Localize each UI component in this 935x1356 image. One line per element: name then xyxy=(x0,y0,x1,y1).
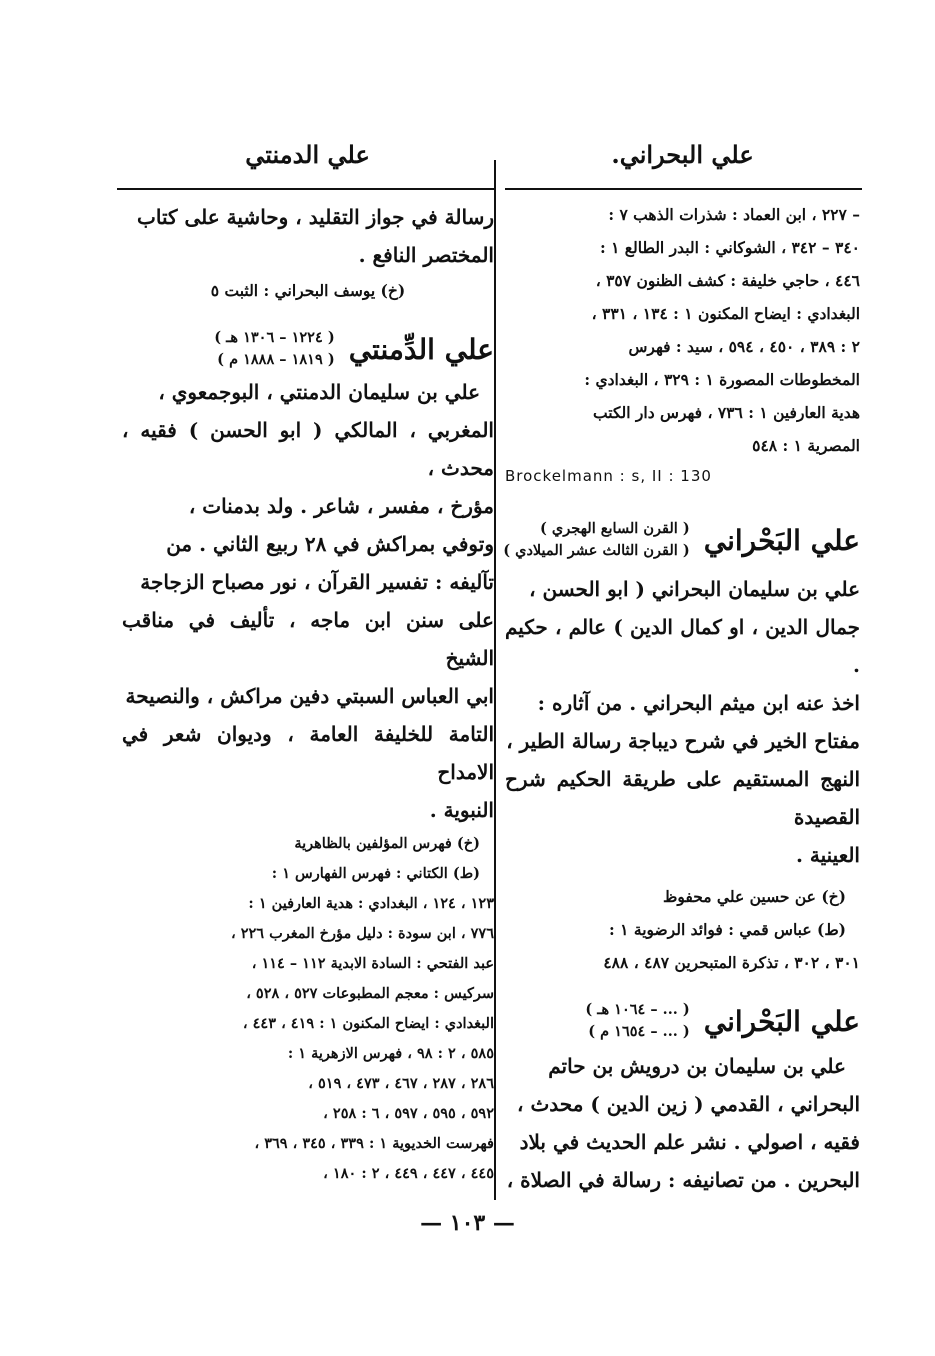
text-line: اخذ عنه ابن ميثم البحراني . من آثاره : xyxy=(537,691,860,715)
text-line: البغدادي : ايضاح المكنون ١ : ٤١٩ ، ٤٤٣ ، xyxy=(242,1015,494,1032)
entry-body xyxy=(505,1047,860,1199)
text-line: (خ) يوسف البحراني : الثبت ٥ xyxy=(210,281,406,300)
text-line: البغدادي : ايضاح المكنون ١ : ١٣٤ ، ٣٣١ ، xyxy=(591,304,860,323)
entry-body xyxy=(122,373,494,829)
text-line: عبد الفتحي : السادة الابدية ١١٢ – ١١٤ ، xyxy=(251,955,494,972)
dates-gregorian: ( ١٨١٩ – ١٨٨٨ م ) xyxy=(217,351,335,368)
brockelmann-ref: Brockelmann : s, II : 130 xyxy=(505,467,712,485)
text-line: العينية . xyxy=(795,843,860,867)
page-number: — ١٠٣ — xyxy=(420,1210,515,1236)
text-line: (ط) الكتاني : فهرس الفهارس ١ : xyxy=(271,865,480,882)
text-line: ١٢٣ ، ١٢٤ ، البغدادي : هدية العارفين ١ : xyxy=(248,895,494,912)
text-line: ٧٧٦ ، ابن سودة : دليل مؤرخ المغرب ٢٢٦ ، xyxy=(230,925,494,942)
text-line: على سنن ابن ماجه ، تأليف في مناقب الشيخ xyxy=(122,608,494,670)
entry-name: علي الدِّمنتي xyxy=(348,332,494,366)
text-line: المغربي ، المالكي ( ابو الحسن ) فقيه ، محدث ، xyxy=(122,418,494,480)
text-line: هدية العارفين ١ : ٧٣٦ ، فهرس دار الكتب xyxy=(593,403,860,422)
text-line: النبوية . xyxy=(429,798,494,822)
text-line: المختصر النافع . xyxy=(358,243,494,267)
dates-hijri: ( القرن السابع الهجري ) xyxy=(539,520,690,537)
text-line: البحرين . من تصانيفه : رسالة في الصلاة ، xyxy=(506,1168,860,1192)
right-continuation xyxy=(505,198,860,462)
text-line: تآليفه : تفسير القرآن ، نور مصباح الزجاجة xyxy=(140,570,494,594)
text-line: مؤرخ ، مفسر ، شاعر . ولد بدمنات ، xyxy=(188,494,494,518)
text-line: وتوفي بمراكش في ٢٨ ربيع الثاني . من xyxy=(166,532,494,556)
entry-heading xyxy=(122,327,494,371)
text-line: ٢٨٦ ، ٢٨٧ ، ٤٦٧ ، ٤٧٣ ، ٥١٩ ، xyxy=(308,1075,494,1092)
text-line: علي بن سليمان الدمنتي ، البوجمعوي ، xyxy=(158,380,480,404)
text-line: سركيس : معجم المطبوعات ٥٢٧ ، ٥٢٨ ، xyxy=(246,985,494,1002)
text-line: علي بن سليمان بن درويش بن حاتم xyxy=(548,1054,846,1078)
text-line: فهرست الخديوية ١ : ٣٣٩ ، ٣٤٥ ، ٣٦٩ ، xyxy=(254,1135,494,1152)
text-line: البحراني ، القدمي ( زين الدين ) محدث ، xyxy=(517,1092,860,1116)
entry-heading xyxy=(505,518,860,562)
dates-hijri: ( ... – ١٠٦٤ هـ ) xyxy=(585,1001,690,1018)
entry-name: علي البَحْراني xyxy=(703,523,860,557)
entry-refs xyxy=(122,829,494,1189)
left-continuation xyxy=(122,198,494,307)
entry-dates xyxy=(585,999,689,1043)
text-line: مفتاح الخير في شرح ديباجة رسالة الطير ، xyxy=(506,729,860,753)
entry-body xyxy=(505,570,860,874)
text-line: النهج المستقيم على طريقة الحكيم شرح القصيدة xyxy=(505,767,860,829)
text-line: ٣٤٠ – ٣٤٢ ، الشوكاني : البدر الطالع ١ : xyxy=(599,238,860,257)
text-line: ٣٠١ ، ٣٠٢ ، تذكرة المتبحرين ٤٨٧ ، ٤٨٨ xyxy=(603,953,860,972)
text-line: التامة للخليفة العامة ، وديوان شعر في الامداح xyxy=(122,722,494,784)
text-line: رسالة في جواز التقليد ، وحاشية على كتاب xyxy=(137,205,494,229)
text-line: ٢ : ٣٨٩ ، ٤٥٠ ، ٥٩٤ ، سيد : فهرس xyxy=(628,337,860,356)
left-column xyxy=(122,198,494,1189)
dates-gregorian: ( ... – ١٦٥٤ م ) xyxy=(588,1023,690,1040)
text-line: (خ) فهرس المؤلفين بالظاهرية xyxy=(294,835,480,852)
dates-hijri: ( ١٢٢٤ – ١٣٠٦ هـ ) xyxy=(214,329,335,346)
entry-refs xyxy=(505,880,860,979)
text-line: (خ) عن حسين علي محفوظ xyxy=(663,887,846,906)
page-header-left: علي الدمنتي xyxy=(245,140,370,169)
text-line: جمال الدين ، او كمال الدين ) عالم ، حكيم . xyxy=(505,615,860,677)
entry-dates xyxy=(214,327,334,371)
page-header-right: علي البحراني. xyxy=(611,140,754,169)
text-line: المصرية ١ : ٥٤٨ xyxy=(752,436,860,455)
right-column xyxy=(505,198,860,1199)
text-line: ابي العباس السبتي دفين مراكش ، والنصيحة xyxy=(125,684,494,708)
text-line: المخطوطات المصورة ١ : ٣٢٩ ، البغدادي : xyxy=(584,370,860,389)
header-rule-right xyxy=(505,188,862,190)
column-divider xyxy=(494,160,496,1200)
text-line: ٤٤٦ ، حاجي خليفة : كشف الظنون ٣٥٧ ، xyxy=(595,271,860,290)
dates-gregorian: ( القرن الثالث عشر الميلادي ) xyxy=(503,542,690,559)
text-line: فقيه ، اصولي . نشر علم الحديث في بلاد xyxy=(519,1130,860,1154)
entry-dates xyxy=(503,518,690,562)
text-line: ٤٤٥ ، ٤٤٧ ، ٤٤٩ ، ٢ : ١٨٠ ، xyxy=(323,1165,494,1182)
entry-name: علي البَحْراني xyxy=(703,1004,860,1038)
text-line: (ط) عباس قمي : فوائد الرضوية ١ : xyxy=(609,920,846,939)
entry-heading xyxy=(505,999,860,1043)
text-line: – ٢٢٧ ، ابن العماد : شذرات الذهب ٧ : xyxy=(608,205,860,224)
header-rule-left xyxy=(117,188,494,190)
text-line: علي بن سليمان البحراني ( ابو الحسن ، xyxy=(529,577,860,601)
text-line: ٥٨٥ ، ٢ : ٩٨ ، فهرس الازهرية ١ : xyxy=(287,1045,494,1062)
text-line: ٥٩٢ ، ٥٩٥ ، ٥٩٧ ، ٦ : ٢٥٨ ، xyxy=(323,1105,494,1122)
